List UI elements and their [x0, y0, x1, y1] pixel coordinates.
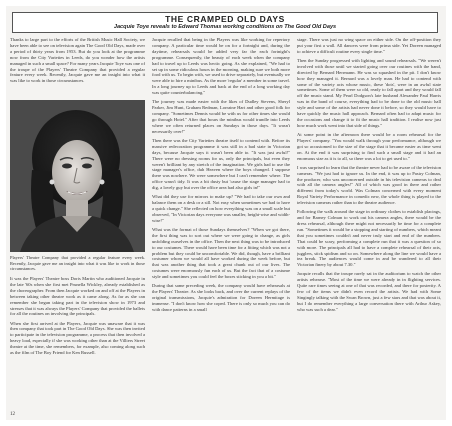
column-1-lower	[10, 276, 145, 359]
paragraph: Then the Sunday progressed with lighting and sound rehearsals. "We weren't involved with those until we started going over our routines with the band, directed by Bernard Herrmann. He was so squashed in the pit. I don't know how they managed it. Bernard was a lovely man. He had to contend with some of the variety acts whose music, these 'dots', were in an awful state sometimes. Some of them were so old, ready to fall apart and they would fall off the music stand. My Pearl Dodgson's late husband Alexander Paul Harris was in the band of course, everything had to be done to the old music hall style and some of the artists had never done it before, so they would have to have quickly the music hall approach. Bernard often had to adapt music for the occasions and change it to fit the music hall tradition. I realise now just how much work went into that side of things."	[297, 57, 441, 128]
article-title: THE CRAMPED OLD DAYS	[165, 14, 285, 24]
paragraph: Following the walk around the stage in ordinary clothes to establish placings, and for Barney Colman to work out his camera angles, there would be the dress rehearsal, although there might not necessarily be time for a complete run. "Sometimes it would be a stopping and starting of numbers, which meant that you sometimes couldn't and never truly start and end of the numbers. That could be scary, performing a complete run that it was a question of so with more. The principals all had to have a complete rehearsal of their acts, jugglers, stick spidism and so on. Somewhere along the line we would have a tea break. The audiences would come in and be wandered to all their Victorian finery by about 7.30."	[297, 209, 441, 268]
column-1	[10, 37, 145, 95]
paragraph: Jacquie recalled that being in the Players was like working for repertory company. A particular time would be on for a fortnight and, during the daytime, rehearsals would be added very far the each fortnight's programme. Consequently, the beauty of each week when the company had to travel up to Leeds was hectic going. As she explained, "We had to set up in some ridiculous hours in the morning, making sure we both more food with us. To begin with, we used to drive separately, but eventually we were able to hire a minibus. As the more 'regular' a member in some travel. In a long journey up to Leeds and back at the end of a long working day was quite counterbalancing."	[152, 37, 290, 96]
column-2	[152, 37, 290, 316]
paragraph: What was the format of those Sundays themselves? "When we got there, the first thing was to sort out where we were going to change, as girls unfolding ourselves in the office. Then the next thing was to be introduced to our costumes. There would have been time for a fitting which was not a problem but they could be uncomfortable. We did, though, have a brilliant costumer whom we would all have worked during the week before, but that was another thing that took a great chunk out of our lives. The costumes were enormously fun each of us. But the fact that of a costume style and sometimes you could feel the boxes sticking in you a bit."	[152, 226, 290, 280]
article-header	[12, 12, 438, 33]
paragraph: I was surprised to learn that the theatre never had to be aware of the television cameras. "We just had to ignore us. In the end, it was up to Pastry Colman, the producer, who was unconcerned outside in his television cameras to deal with all the camera angles!" All of which was good in there and rather different from today's world. Was Colman concerned with every moment Royal Variety Performance in comedic new, the whole thing is played to the television cameras rather than to the theatre audience.	[297, 164, 441, 206]
paragraph: At some point in the afternoon there would be a room rehearsal for the Players' company. "You would walk through your performance, although we got so accustomed to the size of the stage that it became easier as time went on. At the end it was surprising to find such a small stage and it had an enormous size as it is to all, so there was a lot to get used to."	[297, 131, 441, 161]
paragraph: When she first arrived at the Players, Jacquie was unaware that it was then company that took part in The Good Old Days. She was then invited to participate in the television programme, a process that then involved a heavy load, especially if she was working other than at the Villiers Street theatre at the time, she remembers, for example, also coming along such as the film of The Boy Friend for Ken Russell.	[10, 320, 145, 356]
paragraph: Then there was the City Varieties theatre itself to contend with. Before its massive redecoration programme it was still in a bad state in Victorian days, because Jacquie says it wasn't been able to. "It was just awful!" There were no dressing rooms for us, only the principals, but even they weren't brilliant by any stretch of the imagination. We girls had to use the stage manager's office, duh Heaven where the boys changed. I suppose there was nowhere. We were somewhere but I can't remember where. The office wasn't tidy. It was a bit dusty but 'cause the stage manager had to dig, a lovely guy but over the office area had also girls in!"	[152, 137, 290, 191]
portrait-photo	[10, 100, 145, 252]
intro-paragraph: Thanks to large part to the efforts of the British Music Hall Society, we have been able to see on television again The Good Old Days, made over a period of thirty years from 1953. But do you look at the programme now from the City Varieties in Leeds, do you wonder how the artists managed in such a small space? For many years Jacquie Toye was one of the troupe of the Players' Theatre Company that provided a regular feature every week. Recently, Jacquie gave me an insight into what it was like to work in those circumstances.	[10, 37, 145, 84]
paragraph: What did they use for mirrors to make up? "We had to take our own and balance them on a desk or a sill. Not easy when sometimes we had to have a quick change." She reflected on how everything was on a small scale but observed, "In Victorian days everyone was smaller, height-wise and width-wise!"	[152, 194, 290, 223]
column-3	[297, 37, 441, 316]
paragraph: During that same preceding week, the company would have rehearsals at the Players' Theatre. As she looks back, and over the current replays of the original transmissions, Jacquie's admiration for Doreen Hermitage is immense. "I don't know how she coped. There is only so much you can do with dance patterns in a small	[152, 283, 290, 312]
page-number: 12	[10, 412, 15, 417]
photo-caption: Players' Theatre Company that provided a regular feature every week. Recently, Jacquie gave me an insight into what it was like to work in those circumstances.	[10, 255, 145, 272]
paragraph: Jacquie recalls that the troupe rarely sat in the auditorium to watch the other artists rehearse. "Most of the time we were already in in flighting services. Quite rare times seeing at one of that was recorded, and there for posterity. A few of the items we didn't even record the artists. We had with Some Singingly talking with the Swan Brown, just a few stars and that was about it, but I do remember everything a large conversation there with Arthur Askey, who was such a dear."	[297, 271, 441, 312]
magazine-page	[6, 6, 446, 420]
paragraph: It was the Players' Theatre boss Doris Martin who auditioned Jacquie in the late '60s when she first met Prunella Wickley, already established as the choreographer. From then Jacquie worked on and off at the Players in between taking other theatre work as it came along. As far as she can remember she began taking part in the television show in 1973 and stresses that it was always the Players' Company that provided the ballets for all the routines on involving the principals.	[10, 276, 145, 317]
paragraph: stage. There was just no wing space on either side. On the off-position they put your first a wall. All dancers were from prima side. Yet Doreen managed to achieve a difficult routine every single time."	[297, 37, 441, 54]
paragraph: The journey was made easier with the likes of Dudley Stevens, Sheryl Parker, Jim Hunt, Graham Redman, Lorraine Hart and other good folk for company. "Sometimes Dennis would be with us for other times she would go through Hotel." After that hours the minibus would trundle into Leeds where we often returned places on Sundays in those days. "It wasn't necessarily over!"	[152, 99, 290, 134]
article-subtitle: Jacquie Toye reveals to Edward Thomas working conditions on The Good Old Days	[113, 24, 337, 30]
portrait-photo-image	[10, 100, 145, 252]
